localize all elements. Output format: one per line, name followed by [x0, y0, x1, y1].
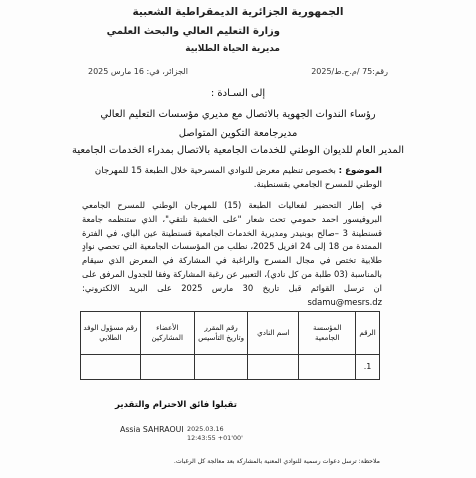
table-cell — [248, 355, 299, 380]
table-cell — [140, 355, 194, 380]
subject-label: الموضوع : — [338, 166, 382, 176]
column-header: رقم مسؤول الوفد الطلابي — [81, 312, 141, 355]
directorate-name: مديرية الحياة الطلابية — [185, 44, 280, 54]
column-header: الأعضاء المشاركين — [140, 312, 194, 355]
column-header: المؤسسة الجامعية — [299, 312, 356, 355]
signature-name: Assia SAHRAOUI — [120, 425, 184, 434]
reference-number: رقم:75 /م.ح.ط/2025 — [311, 67, 388, 76]
subject-block — [82, 164, 382, 192]
table-cell: 1. — [356, 355, 380, 380]
footnote: ملاحظة: ترسل دعوات رسمية للنوادي المعنية بالمشاركة بعد معالجة كل الرغبات. — [173, 458, 380, 465]
recipient-line: رؤساء الندوات الجهوية بالاتصال مع مديري مؤسسات التعليم العالي — [100, 109, 376, 120]
column-header: رقم المقرر وتاريخ التأسيس — [194, 312, 248, 355]
addressee-heading: إلى السـادة : — [210, 88, 266, 99]
body-paragraph: في إطار التحضير لفعاليات الطبعة (15) للمهرجان الوطني للمسرح الجامعي البروفيسور احمد حمومي تحت شعار "على الخشبة نلتقي"، الذي ستنظمه جامعة قسنطينة 3 –صالح بوبنيدر ومديرية الخدمات الجامعية قسنطينة عين الباي، في الفترة الممتدة من 18 إلى 24 افريل 2025، نطلب من المؤسسات الجامعية التي تحصي نوادٍ طلابية تختص في مجال المسرح والراغبة في المشاركة في المعرض الذي سيقام بالمناسبة (03 طلبة من كل نادي)، التعبير عن رغبة المشاركة وفقا للجدول المرفق على ان ترسل القوائم قبل تاريخ 30 مارس 2025 على البريد الالكتروني: sdamu@mesrs.dz — [82, 200, 382, 307]
republic-title: الجمهورية الجزائرية الديمقراطية الشعبية — [132, 6, 344, 18]
column-header: الرقم — [356, 312, 380, 355]
letter-date: الجزائر، في: 16 مارس 2025 — [88, 67, 188, 76]
table-header-row — [81, 312, 380, 355]
recipient-line: المدير العام للديوان الوطني للخدمات الجامعية بالاتصال بمدراء الخدمات الجامعية — [71, 145, 405, 156]
table-cell — [299, 355, 356, 380]
table-cell — [194, 355, 248, 380]
ministry-name: وزارة التعليم العالي والبحث العلمي — [106, 26, 280, 37]
table-row — [81, 355, 380, 380]
subject-text: بخصوص تنظيم معرض للنوادي المسرحية خلال الطبعة 15 للمهرجان الوطني للمسرح الجامعي بقسنطينة. — [94, 166, 382, 190]
column-header: اسم النادي — [248, 312, 299, 355]
signature-date: 2025.03.16 12:43:55 +01'00' — [187, 425, 243, 442]
closing-line: تقبلوا فائق الاحترام والتقدير — [115, 400, 237, 410]
participation-table — [80, 311, 380, 380]
recipient-line: مديرجامعة التكوين المتواصل — [178, 128, 298, 139]
table-cell — [81, 355, 141, 380]
